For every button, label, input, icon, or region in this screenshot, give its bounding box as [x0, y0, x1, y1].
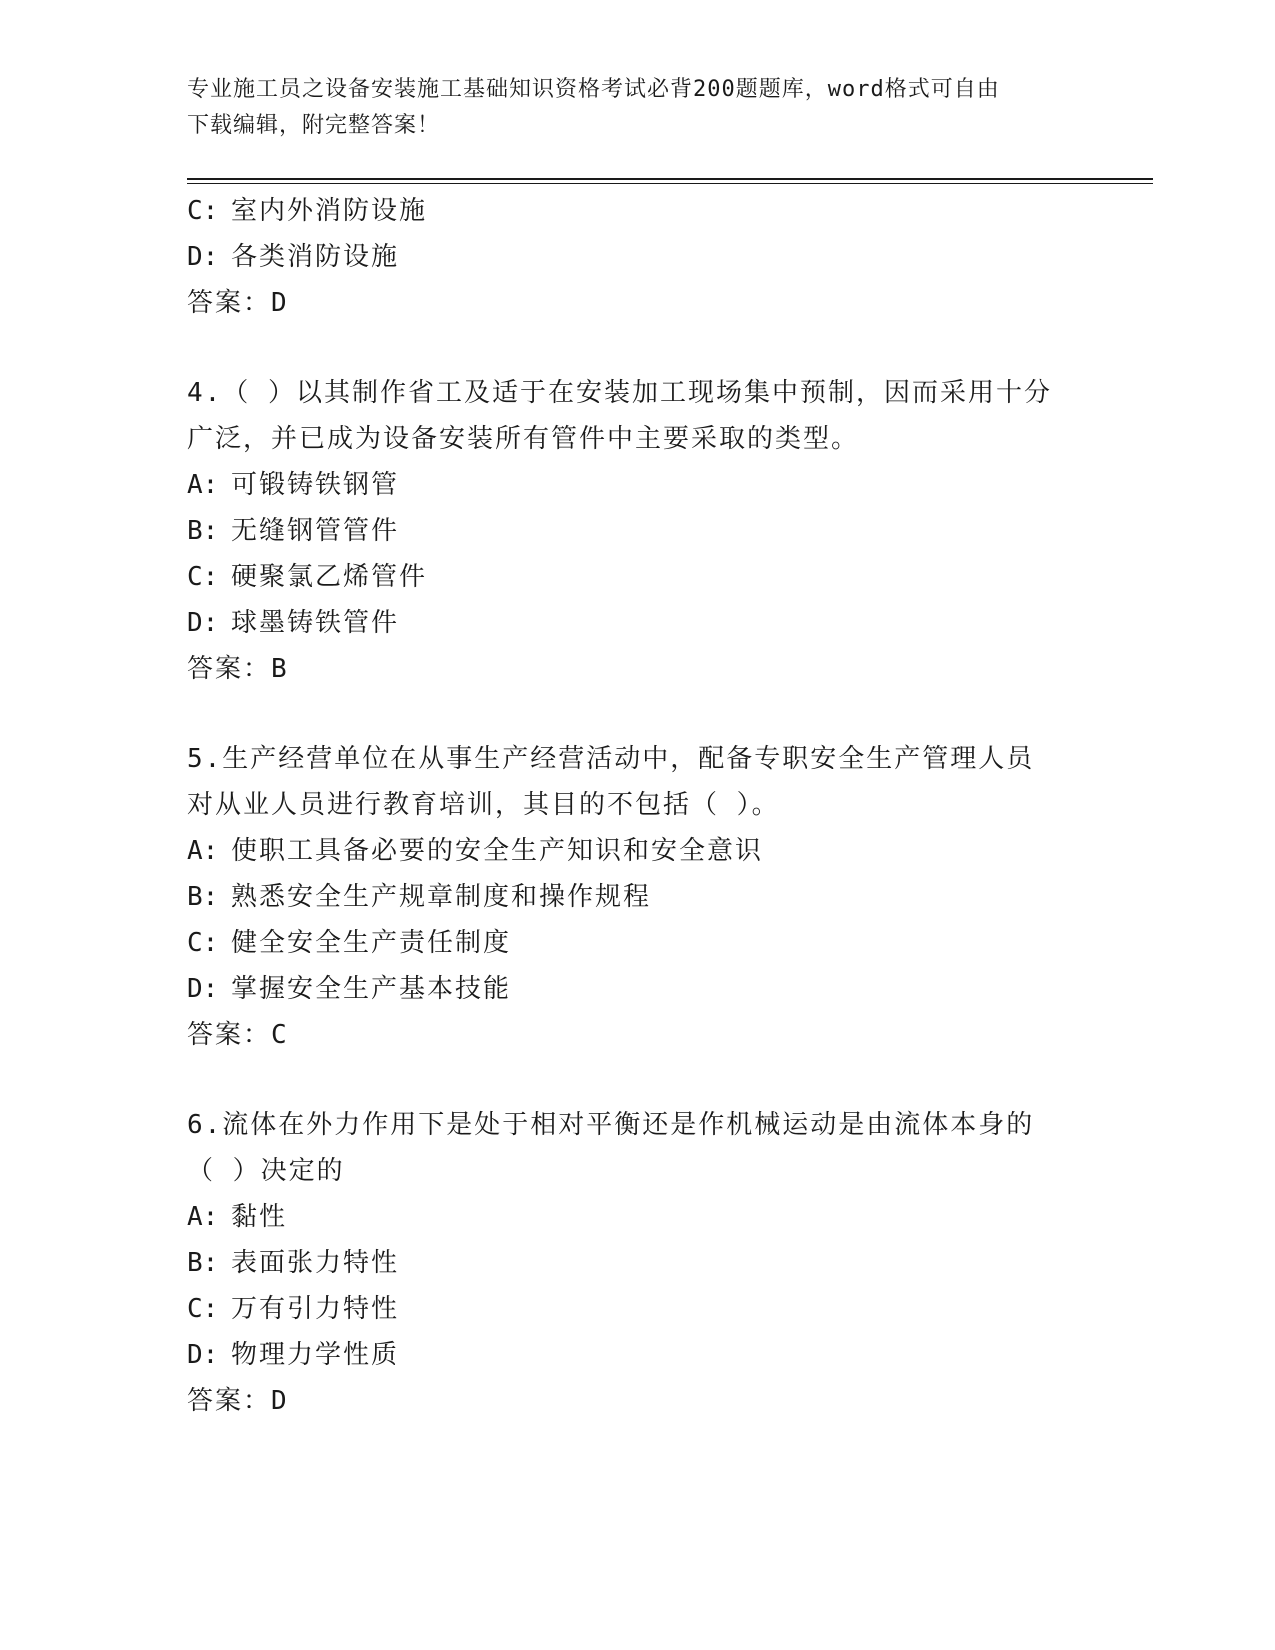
answer-line: 答案：D	[187, 1386, 289, 1416]
option-c	[187, 554, 1087, 600]
option-letter: A:	[187, 1202, 219, 1232]
option-b	[187, 508, 1087, 554]
option-text: 硬聚氯乙烯管件	[231, 562, 428, 592]
option-letter: C:	[187, 1294, 219, 1324]
option-text: 表面张力特性	[231, 1248, 400, 1278]
option-text: 黏性	[231, 1202, 288, 1232]
question-text-line-1: 5.生产经营单位在从事生产经营活动中，配备专职安全生产管理人员	[187, 744, 1035, 774]
question-text-line-2: 对从业人员进行教育培训，其目的不包括（ ）。	[187, 790, 780, 820]
question-list	[187, 188, 1087, 1424]
option-text: 熟悉安全生产规章制度和操作规程	[231, 882, 652, 912]
question-3	[187, 188, 1087, 326]
option-d	[187, 234, 1087, 280]
header-line-1: 专业施工员之设备安装施工基础知识资格考试必背200题题库，word格式可自由	[187, 77, 1000, 102]
option-text: 可锻铸铁钢管	[231, 470, 400, 500]
header-line-2: 下载编辑，附完整答案！	[187, 113, 441, 138]
option-letter: B:	[187, 516, 219, 546]
answer-line: 答案：C	[187, 1020, 289, 1050]
option-a	[187, 1194, 1087, 1240]
option-letter: D:	[187, 242, 219, 272]
option-a	[187, 462, 1087, 508]
option-letter: A:	[187, 470, 219, 500]
option-text: 健全安全生产责任制度	[231, 928, 512, 958]
option-text: 无缝钢管管件	[231, 516, 400, 546]
question-text-line-2: 广泛，并已成为设备安装所有管件中主要采取的类型。	[187, 424, 860, 454]
option-text: 室内外消防设施	[231, 196, 428, 226]
option-letter: D:	[187, 974, 219, 1004]
option-c	[187, 1286, 1087, 1332]
question-4	[187, 370, 1087, 692]
question-text-line-2: （ ）决定的	[187, 1156, 345, 1186]
option-letter: A:	[187, 836, 219, 866]
option-a	[187, 828, 1087, 874]
option-text: 使职工具备必要的安全生产知识和安全意识	[231, 836, 764, 866]
option-text: 掌握安全生产基本技能	[231, 974, 512, 1004]
option-c	[187, 920, 1087, 966]
option-letter: D:	[187, 1340, 219, 1370]
option-d	[187, 600, 1087, 646]
question-6	[187, 1102, 1087, 1424]
header-divider-thin	[187, 183, 1153, 184]
option-d	[187, 1332, 1087, 1378]
option-letter: B:	[187, 1248, 219, 1278]
option-d	[187, 966, 1087, 1012]
answer-line: 答案：D	[187, 288, 289, 318]
option-b	[187, 1240, 1087, 1286]
option-letter: C:	[187, 928, 219, 958]
question-text-line-1: 6.流体在外力作用下是处于相对平衡还是作机械运动是由流体本身的	[187, 1110, 1035, 1140]
answer-line: 答案：B	[187, 654, 289, 684]
option-letter: C:	[187, 196, 219, 226]
option-text: 万有引力特性	[231, 1294, 400, 1324]
question-5	[187, 736, 1087, 1058]
header-divider-thick	[187, 178, 1153, 180]
option-letter: C:	[187, 562, 219, 592]
document-header	[187, 72, 1077, 144]
option-letter: D:	[187, 608, 219, 638]
option-text: 物理力学性质	[231, 1340, 400, 1370]
option-b	[187, 874, 1087, 920]
option-text: 各类消防设施	[231, 242, 400, 272]
option-letter: B:	[187, 882, 219, 912]
option-c	[187, 188, 1087, 234]
question-text-line-1: 4.（ ）以其制作省工及适于在安装加工现场集中预制，因而采用十分	[187, 378, 1052, 408]
option-text: 球墨铸铁管件	[231, 608, 400, 638]
